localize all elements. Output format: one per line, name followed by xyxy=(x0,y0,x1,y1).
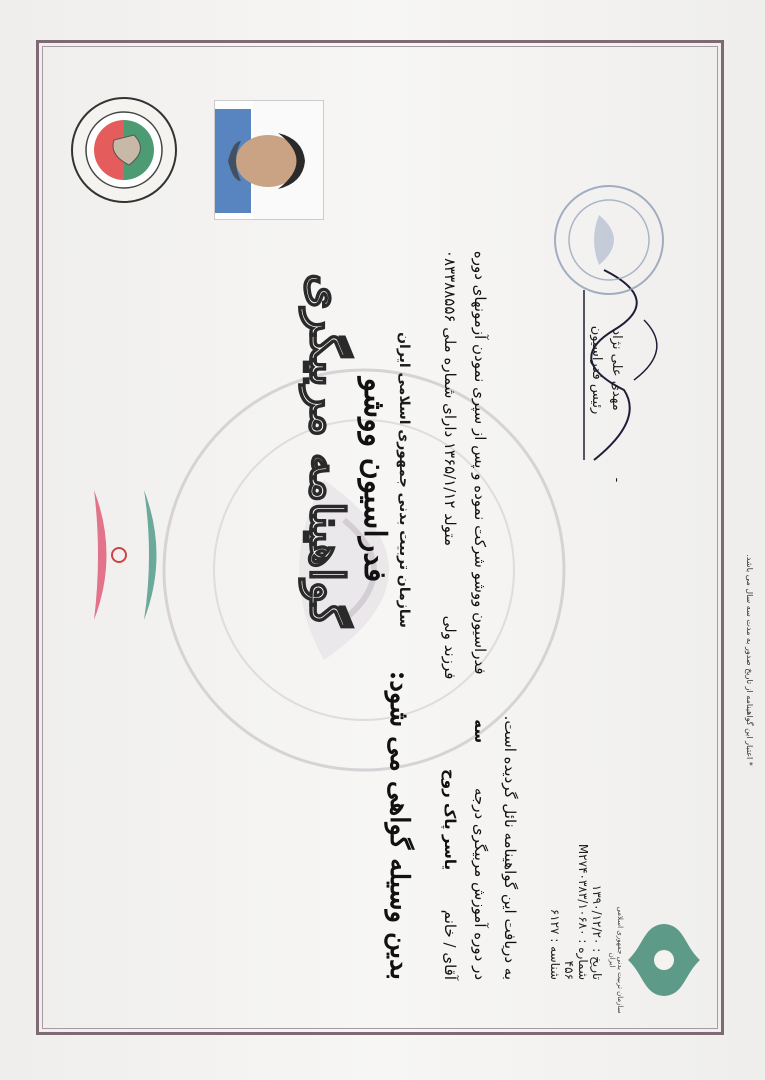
number-value: M۲۷۴۰۳۸۳/۱۰۶۸۰ xyxy=(576,843,590,936)
certify-heading: بدین وسیله گواهی می شود: xyxy=(384,670,414,980)
number-label: شماره : xyxy=(576,939,590,980)
body-line-2 xyxy=(471,120,489,980)
flag-emblem-icon xyxy=(64,480,164,630)
wushu-federation-logo-icon xyxy=(69,95,179,205)
signatory-name: مهدی علی نژاد xyxy=(609,329,624,411)
body-line-3: به دریافت این گواهینامه نائل گردیده است. xyxy=(501,715,519,980)
birth-date: ۱۳۶۵/۱/۱۲ xyxy=(441,441,459,509)
certificate-content xyxy=(36,40,754,1035)
id-label: دارای شماره ملی xyxy=(441,327,459,438)
org-name: سازمان تربیت بدنی جمهوری اسلامی ایران xyxy=(396,332,412,628)
code-value: ۶۱۲۷ xyxy=(548,908,562,935)
birth-label: متولد xyxy=(441,513,459,547)
title-prefix: آقای / خانم xyxy=(441,909,459,980)
holder-name: یاسر پاک روح xyxy=(441,769,459,871)
federation-name: فدراسیون ووشو xyxy=(357,377,392,583)
body-line-1 xyxy=(441,120,459,980)
federation-stamp-icon xyxy=(549,180,669,300)
signature-dash: - xyxy=(609,477,624,483)
father-name: ولی xyxy=(441,615,459,640)
validity-footnote: * اعتبار این گواهینامه از تاریخ صدور به مدت سه سال می باشد. xyxy=(745,554,754,766)
ministry-emblem-icon xyxy=(624,920,704,1000)
date-label: تاریخ : xyxy=(590,948,604,980)
serial-value: ۴۵۶ xyxy=(562,960,576,980)
grade-value: سه xyxy=(471,719,489,744)
signatory-title: رئیس فدراسیون xyxy=(589,325,604,415)
date-value: ۱۳۹۰/۱۲/۲۰ xyxy=(590,884,604,945)
meta-block xyxy=(548,830,604,980)
course-text-cont: فدراسیون ووشو شرکت نموده و پس از سپری نمودن آزمونهای دوره xyxy=(471,250,489,675)
course-text: در دوره آموزش مربیگری درجه xyxy=(471,787,489,980)
id-number: ۰۸۳۳۸۸۵۵۶ xyxy=(441,249,459,323)
code-label: شناسه : xyxy=(548,938,562,980)
certificate-title: گواهینامه مربیگری xyxy=(300,273,354,627)
father-label: فرزند xyxy=(441,644,459,680)
ministry-emblem-caption: سازمان تربیت بدنی جمهوری اسلامی ایران xyxy=(607,906,624,1014)
